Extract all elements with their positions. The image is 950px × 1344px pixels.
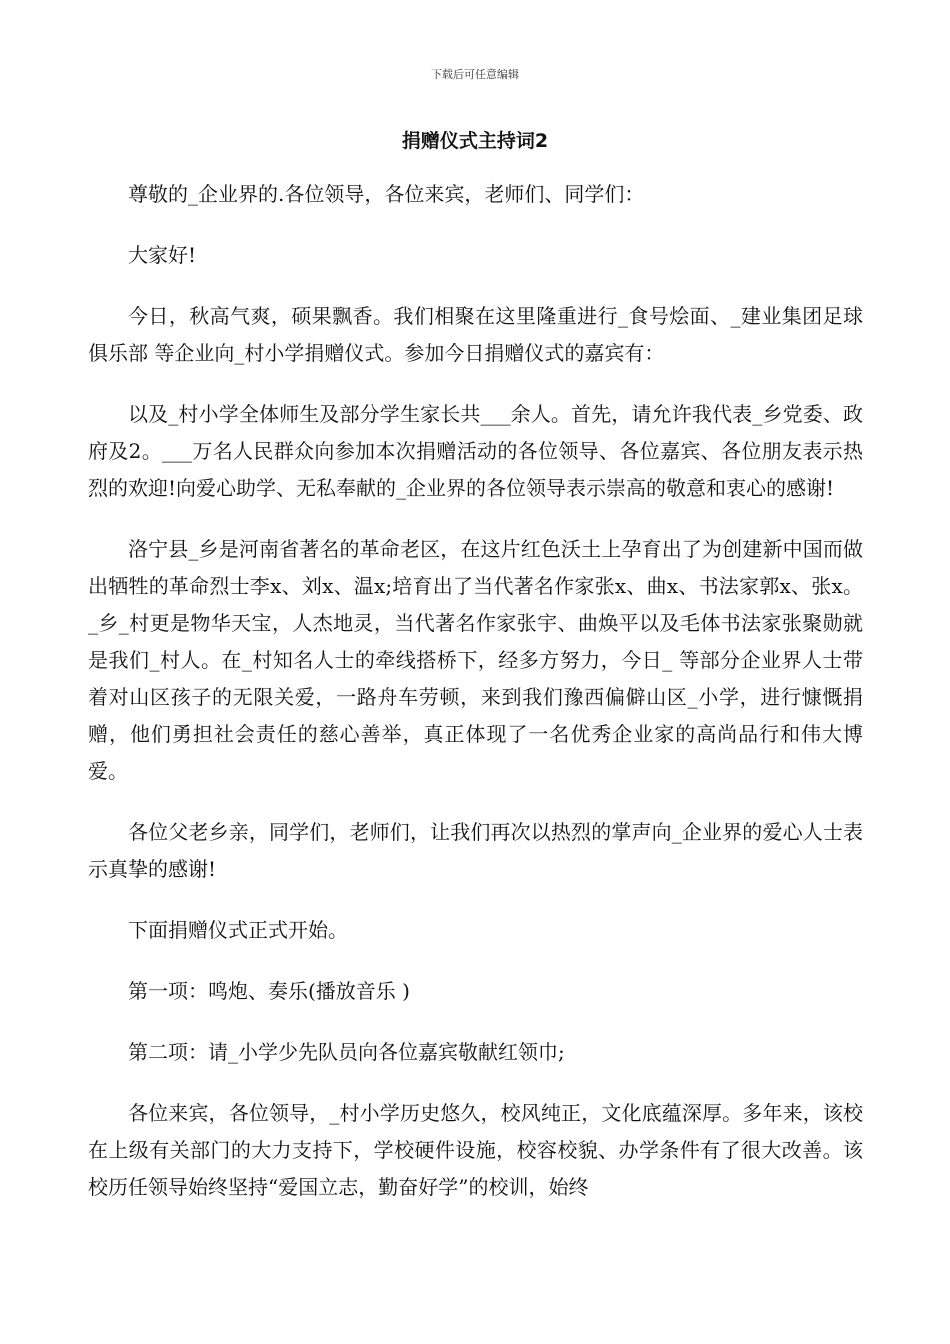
paragraph-thanks: 各位父老乡亲，同学们，老师们，让我们再次以热烈的掌声向_企业界的爱心人士表示真挚的感谢! — [88, 820, 863, 881]
header-note: 下载后可任意编辑 — [431, 68, 519, 81]
paragraph-school-intro: 各位来宾，各位领导，_村小学历史悠久，校风纯正，文化底蕴深厚。多年来，该校在上级有关部门的大力支持下，学校硬件设施，校容校貌、办学条件有了很大改善。该校历任领导始终坚持“爱国立志，勤奋好学”的校训，始终 — [88, 1101, 863, 1199]
paragraph-start: 下面捐赠仪式正式开始。 — [128, 918, 348, 942]
document-body — [88, 176, 863, 1230]
paragraph-salutation: 尊敬的_企业界的.各位领导，各位来宾，老师们、同学们： — [128, 182, 645, 206]
document-title: 捐赠仪式主持词2 — [401, 130, 549, 152]
paragraph-item-one: 第一项：鸣炮、奏乐(播放音乐 ) — [128, 979, 410, 1003]
paragraph-opening: 今日，秋高气爽，硕果飘香。我们相聚在这里隆重进行_食号烩面、_建业集团足球俱乐部 等企业向_村小学捐赠仪式。参加今日捐赠仪式的嘉宾有： — [88, 304, 863, 365]
paragraph-greeting: 大家好! — [128, 243, 197, 267]
paragraph-item-two: 第二项：请_小学少先队员向各位嘉宾敬献红领巾; — [128, 1040, 565, 1064]
paragraph-history: 洛宁县_乡是河南省著名的革命老区，在这片红色沃土上孕育出了为创建新中国而做出牺牲的革命烈士李x、刘x、温x;培育出了当代著名作家张x、曲x、书法家郭x、张x。_乡_村更是物华天宝，人杰地灵，当代著名作家张宇、曲焕平以及毛体书法家张聚勋就是我们_村人。在_村知名人士的牵线搭桥下，经多方努力，今日_ 等部分企业界人士带着对山区孩子的无限关爱，一路舟车劳顿，来到我们豫西偏僻山区_小学，进行慷慨捐赠，他们勇担社会责任的慈心善举，真正体现了一名优秀企业家的高尚品行和伟大博爱。 — [88, 537, 863, 783]
paragraph-welcome: 以及_村小学全体师生及部分学生家长共___余人。首先，请允许我代表_乡党委、政府及2。___万名人民群众向参加本次捐赠活动的各位领导、各位嘉宾、各位朋友表示热烈的欢迎!向爱心助学、无私奉献的_企业界的各位领导表示崇高的敬意和衷心的感谢! — [88, 402, 863, 500]
